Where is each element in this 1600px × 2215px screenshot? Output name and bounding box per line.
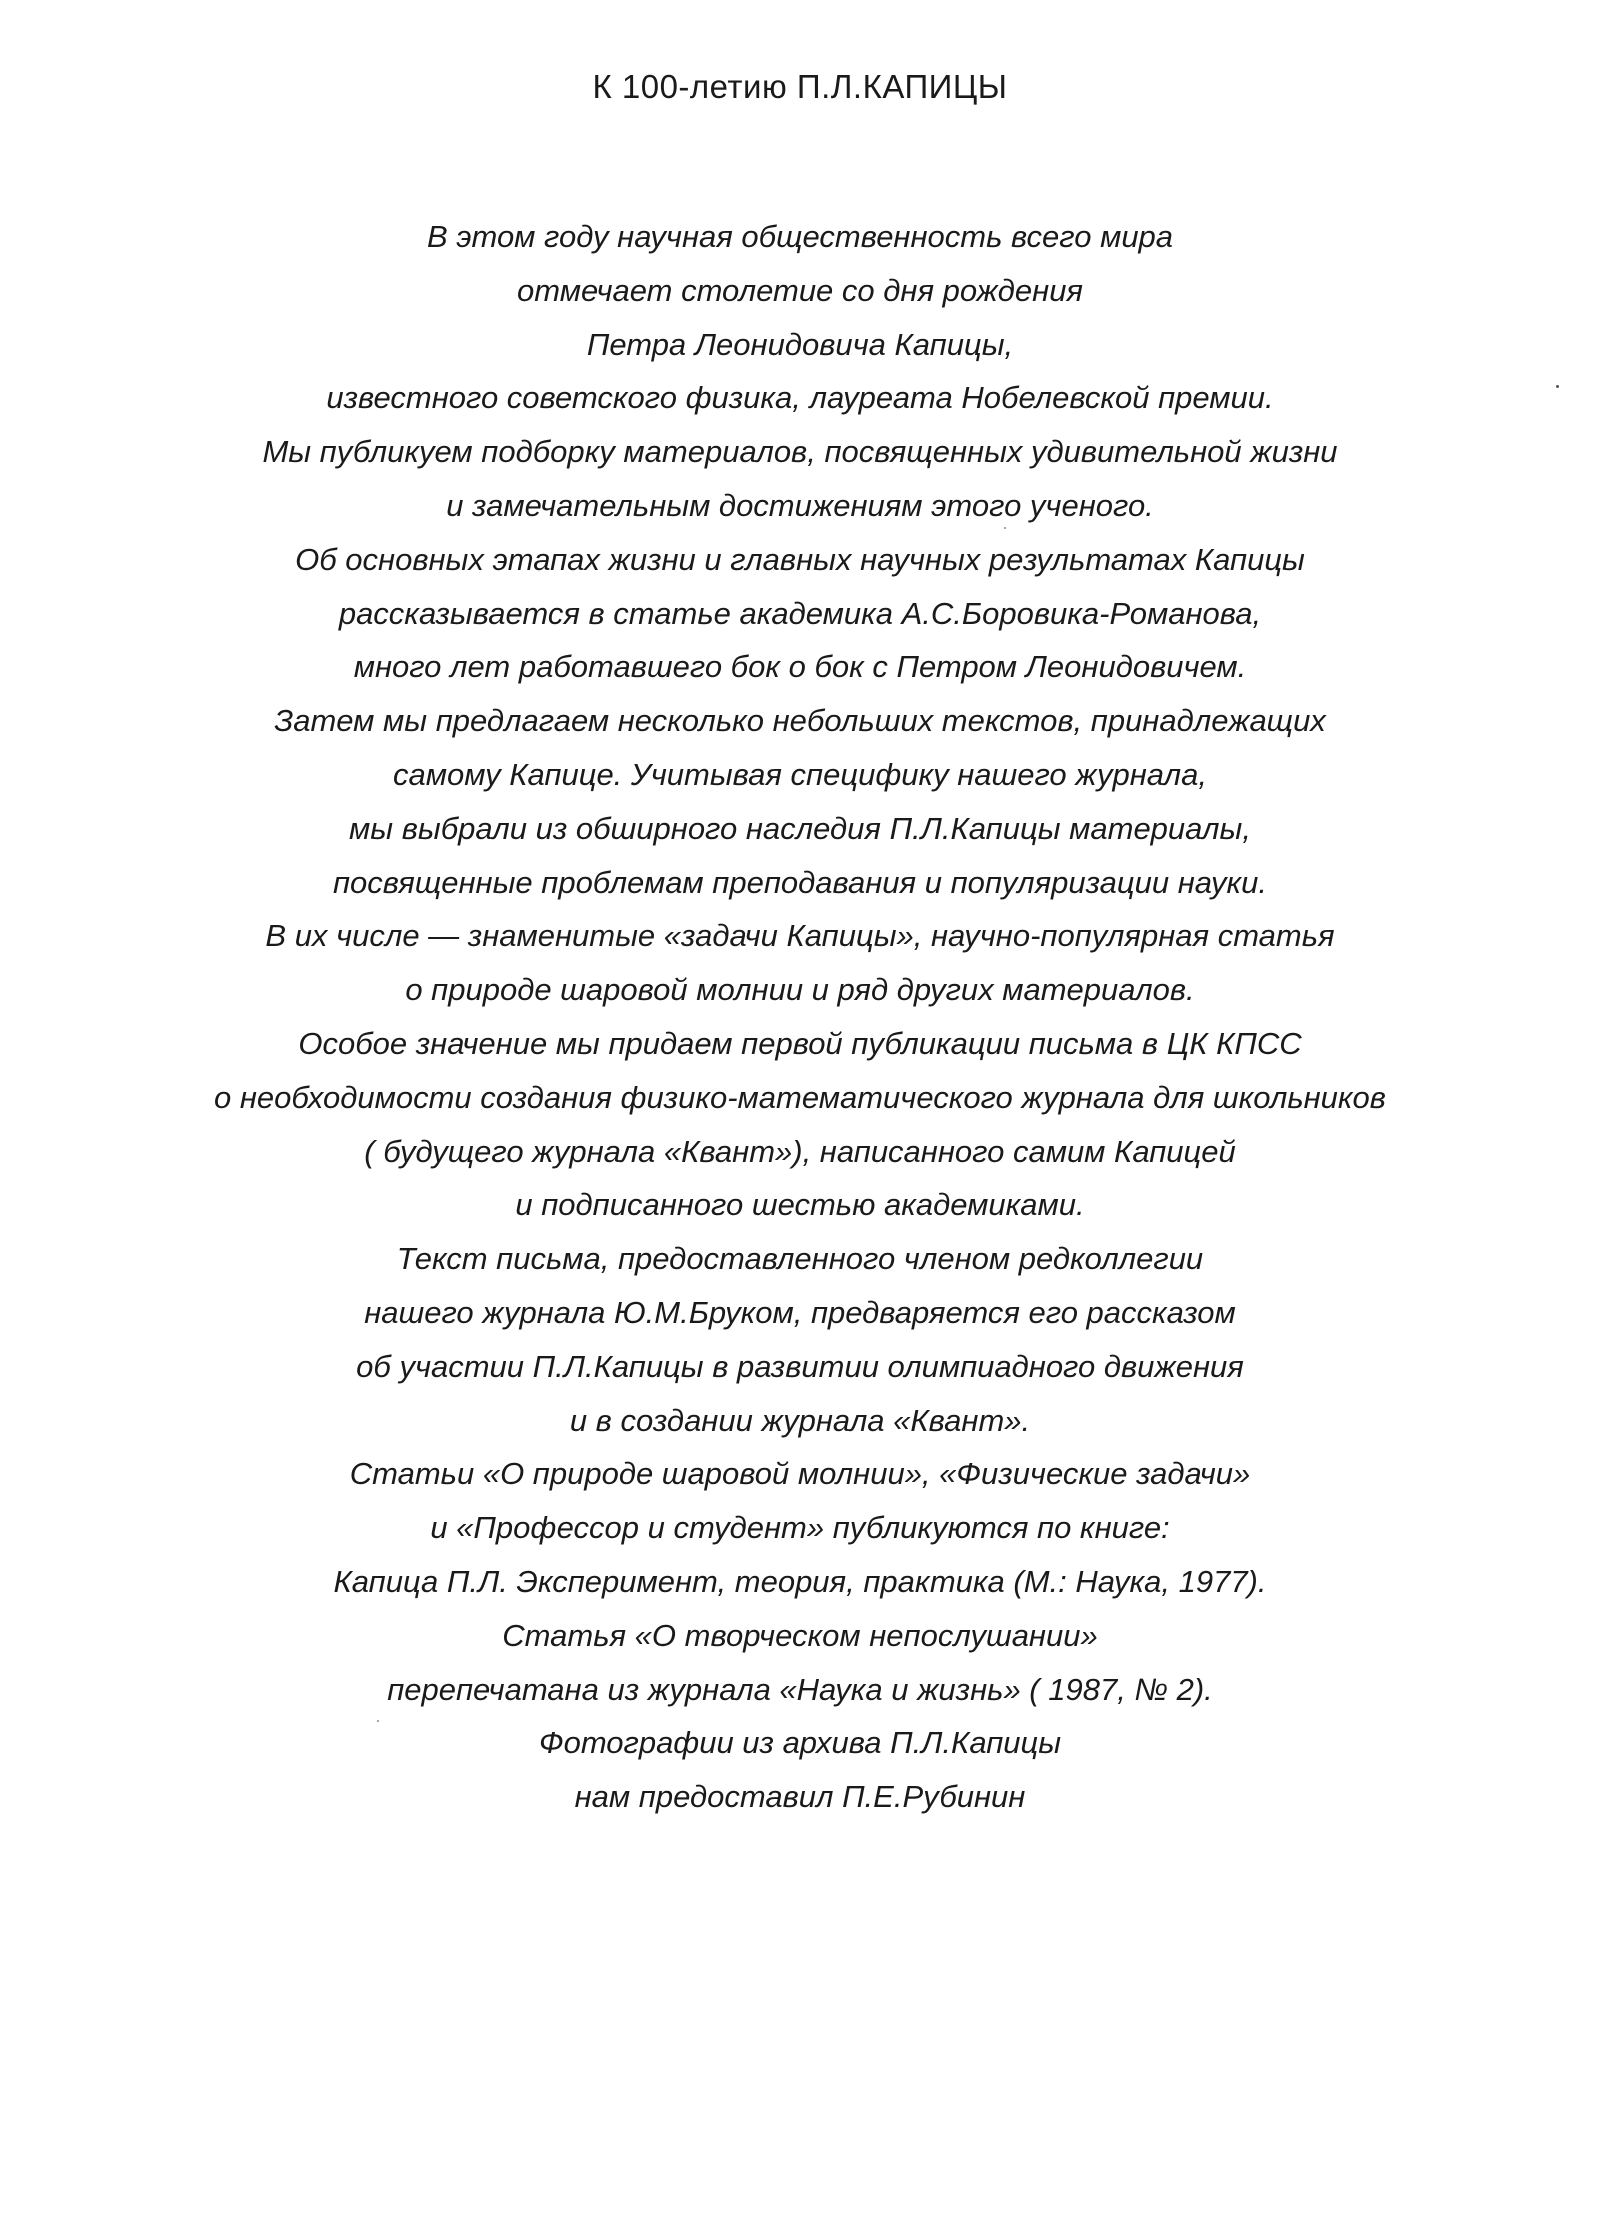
intro-line: Особое значение мы придаем первой публикации письма в ЦК КПСС [298,1025,1302,1061]
scan-speck [1004,527,1006,529]
intro-line: об участии П.Л.Капицы в развитии олимпиадного движения [356,1348,1244,1384]
intro-line: Затем мы предлагаем несколько небольших текстов, принадлежащих [274,703,1326,739]
intro-line: В их числе — знаменитые «задачи Капицы», научно-популярная статья [265,918,1335,954]
intro-line: Статья «О творческом непослушании» [502,1617,1098,1653]
intro-line: Петра Леонидовича Капицы, [586,326,1014,362]
page-heading: К 100-летию П.Л.КАПИЦЫ [592,68,1008,105]
intro-line: и подписанного шестью академиками. [515,1187,1085,1223]
intro-line: ( будущего журнала «Квант»), написанного самим Капицей [364,1133,1236,1169]
intro-line: известного советского физика, лауреата Нобелевской премии. [326,380,1274,416]
intro-line: Фотографии из архива П.Л.Капицы [538,1725,1062,1761]
intro-line: отмечает столетие со дня рождения [517,272,1083,308]
intro-line: нам предоставил П.Е.Рубинин [574,1779,1026,1815]
scan-speck [377,1720,379,1722]
intro-line: рассказывается в статье академика А.С.Боровика-Романова, [338,595,1262,631]
intro-text [100,210,1500,1824]
scan-speck [1556,385,1559,388]
intro-line: нашего журнала Ю.М.Бруком, предваряется его рассказом [364,1294,1236,1330]
intro-line: Статьи «О природе шаровой молнии», «Физические задачи» [349,1456,1251,1492]
intro-line: Об основных этапах жизни и главных научных результатах Капицы [295,541,1305,577]
intro-line: В этом году научная общественность всего мира [426,219,1174,254]
intro-line: и в создании журнала «Квант». [569,1402,1031,1438]
intro-line: о природе шаровой молнии и ряд других материалов. [405,972,1195,1008]
intro-line: Текст письма, предоставленного членом редколлегии [396,1241,1204,1277]
intro-line: о необходимости создания физико-математического журнала для школьников [214,1079,1386,1115]
intro-line: и «Профессор и студент» публикуются по книге: [430,1510,1170,1546]
intro-line: Капица П.Л. Эксперимент, теория, практика (М.: Наука, 1977). [333,1563,1267,1599]
intro-line: Мы публикуем подборку материалов, посвященных удивительной жизни [262,434,1338,470]
intro-line: перепечатана из журнала «Наука и жизнь» ( 1987, № 2). [387,1671,1213,1707]
intro-line: много лет работавшего бок о бок с Петром Леонидовичем. [353,649,1247,685]
intro-line: самому Капице. Учитывая специфику нашего журнала, [393,756,1207,792]
intro-line: посвященные проблемам преподавания и популяризации науки. [333,864,1267,900]
intro-line: и замечательным достижениям этого ученого. [446,487,1154,523]
intro-line: мы выбрали из обширного наследия П.Л.Капицы материалы, [349,810,1251,846]
